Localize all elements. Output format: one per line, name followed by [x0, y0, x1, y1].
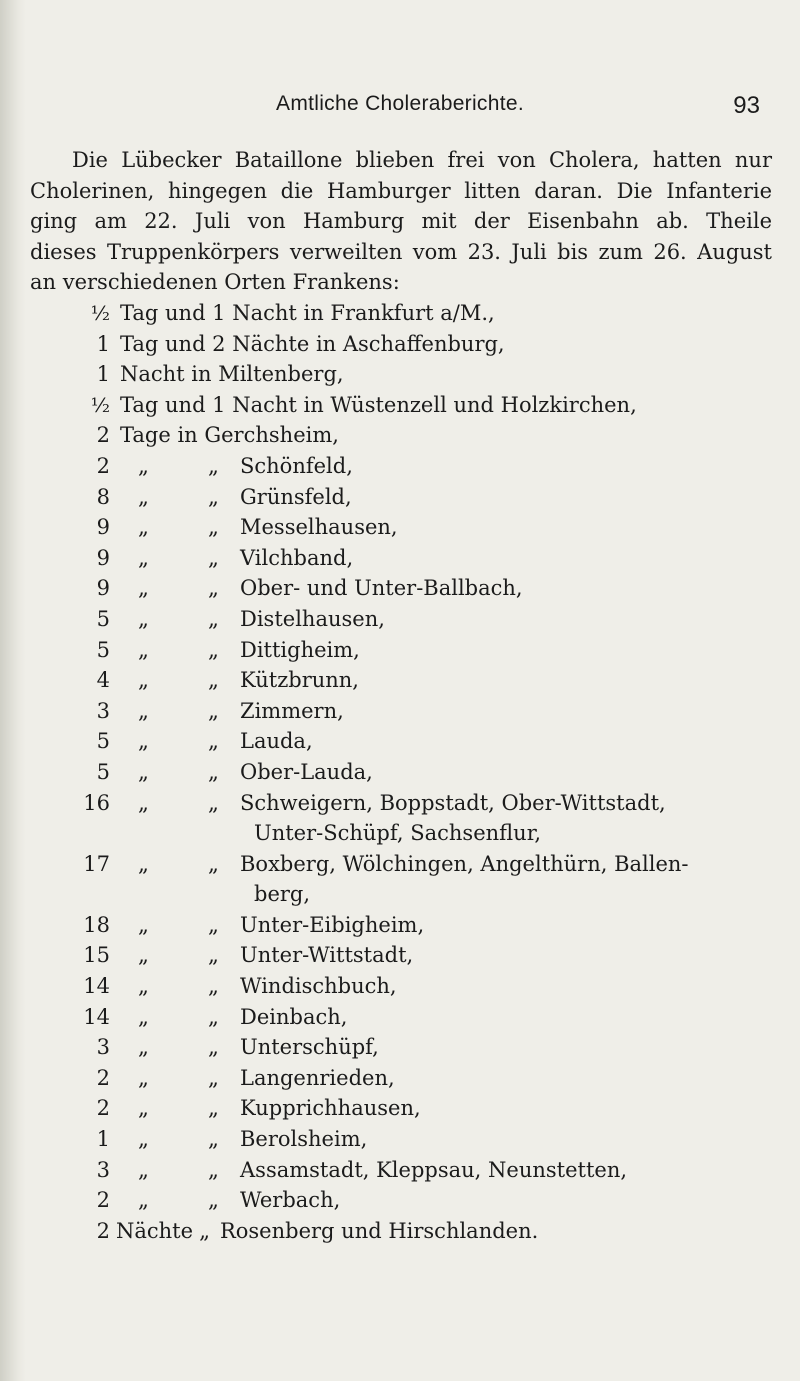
ditto-mark: „: [208, 576, 219, 601]
entry-place: Dittigheim,: [240, 637, 360, 662]
entry-count: 9: [96, 515, 110, 540]
entry-count: 5: [96, 729, 110, 754]
entry-count: 5: [96, 606, 110, 631]
ditto-mark: „: [138, 1035, 149, 1060]
entry-count: 2: [96, 1218, 110, 1243]
entry-count: 18: [83, 912, 110, 937]
list-item: [30, 451, 772, 482]
entry-count: ½: [90, 392, 110, 417]
entry-count: 1: [96, 331, 110, 356]
ditto-mark: „: [138, 515, 149, 540]
entry-place: Grünsfeld,: [240, 484, 352, 509]
ditto-mark: „: [138, 974, 149, 999]
list-item: [30, 696, 772, 727]
list-item: [30, 726, 772, 757]
ditto-entries: [30, 451, 772, 1216]
ditto-mark: „: [138, 1096, 149, 1121]
list-item: [30, 665, 772, 696]
entry-place: Assamstadt, Kleppsau, Neunstetten,: [240, 1157, 628, 1182]
list-item: [30, 1063, 772, 1094]
entry-continuation: berg,: [254, 882, 311, 907]
list-item: [30, 940, 772, 971]
intro-paragraph: [30, 145, 772, 298]
entry-text: Tag und 1 Nacht in Wüstenzell und Holzkirchen,: [120, 392, 637, 417]
ditto-mark: „: [138, 1004, 149, 1029]
ditto-mark: „: [138, 1065, 149, 1090]
ditto-mark: „: [208, 912, 219, 937]
entry-place: Unter-Eibigheim,: [240, 912, 425, 937]
entry-place: Lauda,: [240, 729, 313, 754]
ditto-mark: „: [208, 943, 219, 968]
ditto-mark: „: [208, 453, 219, 478]
entry-text: Tage in Gerchsheim,: [120, 423, 339, 448]
entry-text: Tag und 1 Nacht in Frankfurt a/M.,: [120, 301, 495, 325]
list-item: [30, 543, 772, 574]
ditto-mark: „: [208, 729, 219, 754]
ditto-mark: „: [138, 943, 149, 968]
entry-place: Deinbach,: [240, 1004, 348, 1029]
entry-place: Ober-Lauda,: [240, 759, 373, 784]
ditto-mark: „: [208, 1096, 219, 1121]
ditto-mark: „: [208, 1035, 219, 1060]
entry-count: 3: [96, 1157, 110, 1182]
entry-count: 9: [96, 545, 110, 570]
ditto-mark: „: [208, 637, 219, 662]
ditto-mark: „: [138, 698, 149, 723]
entry-count: 3: [96, 698, 110, 723]
list-item: [30, 390, 772, 421]
entry-place: Vilchband,: [240, 545, 354, 570]
list-item: [30, 329, 772, 360]
entry-count: 4: [96, 668, 110, 693]
ditto-mark: „: [138, 1157, 149, 1182]
entry-count: 9: [96, 576, 110, 601]
entry-count: 5: [96, 759, 110, 784]
list-item: [30, 512, 772, 543]
list-item: [30, 849, 772, 880]
ditto-mark: „: [138, 851, 149, 876]
entry-place: Langenrieden,: [240, 1065, 395, 1090]
ditto-mark: „: [138, 637, 149, 662]
entry-place: Ober- und Unter-Ballbach,: [240, 576, 523, 601]
entry-place: Kützbrunn,: [240, 668, 359, 693]
list-item: [30, 1093, 772, 1124]
entry-continuation: Unter-Schüpf, Sachsenflur,: [254, 821, 542, 846]
ditto-mark: „: [208, 1157, 219, 1182]
list-item: [30, 298, 772, 329]
entry-text: Tag und 2 Nächte in Aschaffenburg,: [120, 331, 505, 356]
ditto-mark: „: [208, 484, 219, 509]
entry-place: Distelhausen,: [240, 606, 385, 631]
entry-count: ½: [90, 301, 110, 325]
entry-place: Unter-Wittstadt,: [240, 943, 414, 968]
ditto-mark: „: [208, 1065, 219, 1090]
entry-place: Schönfeld,: [240, 453, 353, 478]
page-number: 93: [733, 92, 760, 119]
paragraph-line: an verschiedenen Orten Frankens:: [30, 270, 400, 294]
entry-count: 2: [96, 423, 110, 448]
list-item: [30, 359, 772, 390]
ditto-mark: „: [208, 1188, 219, 1213]
ditto-mark: „: [208, 545, 219, 570]
ditto-mark: „: [138, 668, 149, 693]
ditto-mark: „: [138, 729, 149, 754]
list-item: [30, 635, 772, 666]
ditto-mark: „: [199, 1218, 210, 1243]
ditto-mark: „: [208, 606, 219, 631]
entry-place: Unterschüpf,: [240, 1035, 379, 1060]
list-item: [30, 604, 772, 635]
ditto-mark: „: [138, 453, 149, 478]
page-edge-shadow: [0, 0, 26, 1381]
ditto-mark: „: [208, 515, 219, 540]
ditto-mark: „: [208, 790, 219, 815]
ditto-mark: „: [208, 851, 219, 876]
entry-text: Nacht in Miltenberg,: [120, 362, 344, 387]
entry-count: 14: [83, 1004, 110, 1029]
entry-count: 3: [96, 1035, 110, 1060]
ditto-mark: „: [138, 576, 149, 601]
entry-count: 2: [96, 453, 110, 478]
list-item-final: [30, 1216, 772, 1247]
running-title: Amtliche Choleraberichte.: [276, 92, 524, 115]
ditto-mark: „: [138, 912, 149, 937]
location-list: [30, 298, 772, 1246]
entry-place: Windischbuch,: [240, 974, 397, 999]
entry-unit: Nächte: [116, 1218, 194, 1243]
ditto-mark: „: [138, 790, 149, 815]
ditto-mark: „: [138, 545, 149, 570]
entry-count: 14: [83, 974, 110, 999]
paragraph-line: Die Lübecker Bataillone blieben frei von Cholera, hatten nur: [72, 148, 772, 172]
entry-count: 2: [96, 1096, 110, 1121]
entry-place: Werbach,: [240, 1188, 341, 1213]
list-item: [30, 482, 772, 513]
ditto-mark: „: [138, 484, 149, 509]
list-item: [30, 757, 772, 788]
list-item: [30, 420, 772, 451]
paragraph-line: Cholerinen, hingegen die Hamburger litten daran. Die Infanterie: [30, 178, 772, 203]
ditto-mark: „: [138, 1127, 149, 1152]
ditto-mark: „: [138, 1188, 149, 1213]
entry-place: Kupprichhausen,: [240, 1096, 421, 1121]
ditto-mark: „: [138, 606, 149, 631]
entry-count: 5: [96, 637, 110, 662]
entry-count: 8: [96, 484, 110, 509]
entry-count: 2: [96, 1188, 110, 1213]
entry-count: 2: [96, 1065, 110, 1090]
entry-count: 17: [83, 851, 110, 876]
entry-place: Zimmern,: [240, 698, 344, 723]
list-item: [30, 1124, 772, 1155]
page-header: [30, 92, 770, 120]
ditto-mark: „: [208, 1004, 219, 1029]
list-item: [30, 1002, 772, 1033]
entry-place: Berolsheim,: [240, 1127, 368, 1152]
entry-place: Boxberg, Wölchingen, Angelthürn, Ballen-: [240, 851, 689, 876]
ditto-mark: „: [208, 698, 219, 723]
ditto-mark: „: [138, 759, 149, 784]
list-item: [30, 910, 772, 941]
list-item: [30, 1155, 772, 1186]
ditto-mark: „: [208, 1127, 219, 1152]
entry-place: Messelhausen,: [240, 515, 398, 540]
paragraph-line: ging am 22. Juli von Hamburg mit der Eisenbahn ab. Theile: [30, 209, 772, 233]
list-item: [30, 573, 772, 604]
ditto-mark: „: [208, 974, 219, 999]
list-item: [30, 971, 772, 1002]
list-item: [30, 1185, 772, 1216]
list-item: [30, 1032, 772, 1063]
list-item: [30, 788, 772, 819]
entry-count: 15: [83, 943, 110, 968]
entry-place: Rosenberg und Hirschlanden.: [219, 1218, 539, 1243]
ditto-mark: „: [208, 759, 219, 784]
ditto-mark: „: [208, 668, 219, 693]
paragraph-line: dieses Truppenkörpers verweilten vom 23. Juli bis zum 26. August: [30, 239, 772, 264]
entry-place: Schweigern, Boppstadt, Ober-Wittstadt,: [240, 790, 666, 815]
entry-count: 16: [83, 790, 110, 815]
entry-count: 1: [96, 362, 110, 387]
entry-count: 1: [96, 1127, 110, 1152]
